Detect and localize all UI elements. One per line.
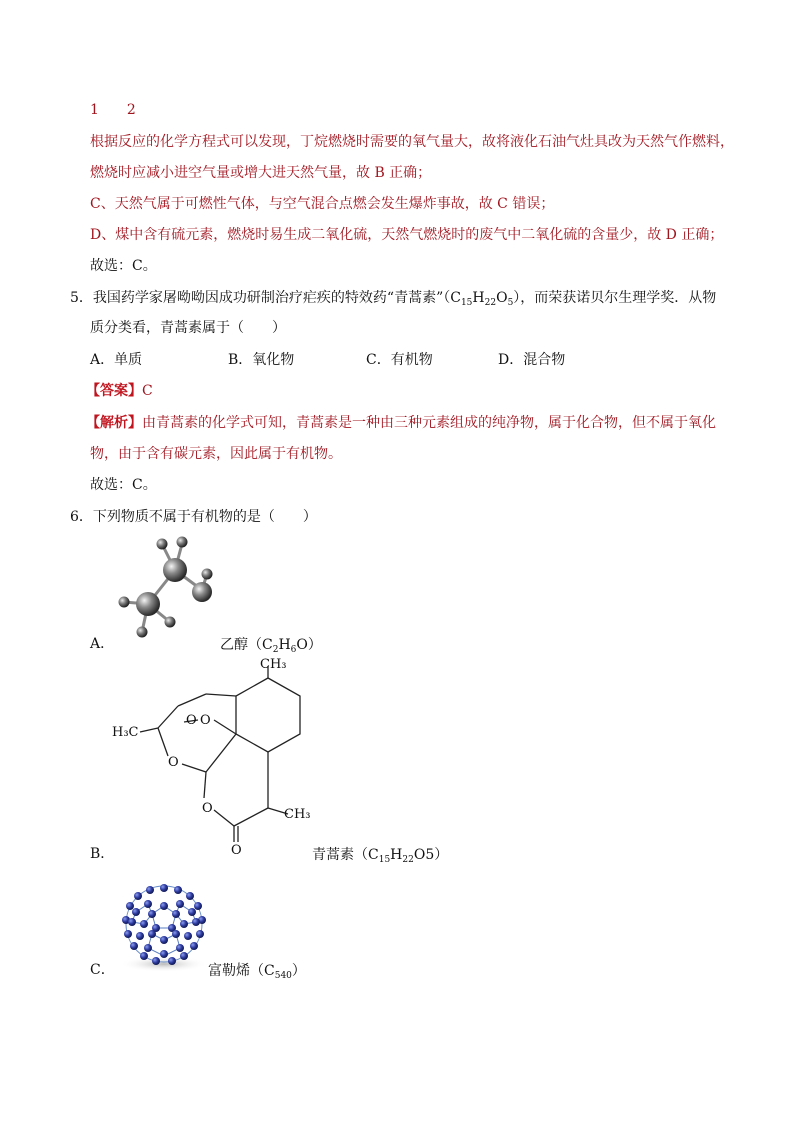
header-fragment: 1 2 — [90, 102, 136, 118]
explanation-line-2: 燃烧时应减小进空气量或增大进天然气量，故 B 正确； — [90, 165, 432, 181]
explanation-conclusion: 故选：C。 — [90, 258, 157, 274]
carbon-atom — [136, 592, 160, 616]
explanation-line-4: D、煤中含有硫元素，燃烧时易生成二氧化硫，天然气燃烧时的废气中二氧化硫的含量少，故 D 正确； — [90, 227, 724, 243]
peroxide-o-label: O — [200, 713, 211, 728]
q6-option-a-letter[interactable]: A． — [90, 636, 115, 652]
q5-analysis-line-1: 【解析】由青蒿素的化学式可知，青蒿素是一种由三种元素组成的纯净物，属于化合物，但不属于氧化 — [86, 415, 716, 431]
explanation-line-1: 根据反应的化学方程式可以发现，丁烷燃烧时需要的氧气量大，故将液化石油气灶具改为天然气作燃料， — [90, 134, 734, 150]
hydrogen-atom — [119, 597, 130, 608]
ethanol-model-image — [112, 532, 232, 642]
hydrogen-atom — [177, 537, 188, 548]
peroxide-o-label: O — [186, 713, 197, 728]
ether-o-label: O — [168, 755, 179, 770]
oxygen-atom — [192, 582, 212, 602]
carbonyl-o-label: O — [231, 843, 242, 856]
q6-option-a-label: 乙醇$(C_2H_6O)$ — [220, 637, 322, 655]
ch3-right-label: CH₃ — [284, 807, 311, 822]
analysis-tag: 【解析】 — [86, 415, 142, 431]
artemisinin-structure-image — [110, 656, 320, 856]
q5-number: 5． — [70, 290, 93, 306]
answer-tag: 【答案】 — [86, 383, 142, 399]
q5-conclusion: 故选：C。 — [90, 477, 157, 493]
hydrogen-atom — [137, 627, 148, 638]
q5-option-b[interactable]: B．氧化物 — [228, 352, 295, 368]
q5-option-d[interactable]: D．混合物 — [498, 352, 566, 368]
q6-option-b-label: 青蒿素$(C_{15}H_{22}O5)$ — [312, 847, 449, 865]
q5-stem-line-1: 5．我国药学家屠呦呦因成功研制治疗疟疾的特效药“青蒿素$”(C_{15}H_{22}O_5)$，而荣获诺贝尔生理学奖．从物 — [70, 290, 717, 308]
q5-answer: 【答案】C — [86, 383, 153, 399]
hydrogen-atom — [165, 617, 176, 628]
q6-option-c-letter[interactable]: C． — [90, 962, 115, 978]
fullerene-model-image — [114, 876, 214, 976]
ester-o-label: O — [202, 801, 213, 816]
h3c-label: H₃C — [112, 725, 139, 740]
hydrogen-atom — [157, 539, 168, 550]
q5-option-c[interactable]: C．有机物 — [366, 352, 433, 368]
q6-stem: 6．下列物质不属于有机物的是（ ） — [70, 509, 317, 525]
q5-analysis-line-2: 物，由于含有碳元素，因此属于有机物。 — [90, 446, 342, 462]
q5-option-a[interactable]: A．单质 — [90, 352, 143, 368]
hydrogen-atom — [202, 569, 213, 580]
q6-option-c-label: 富勒烯$(C_{540})$ — [208, 963, 306, 981]
ch3-top-label: CH₃ — [260, 657, 287, 672]
q5-stem-line-2: 质分类看，青蒿素属于（ ） — [90, 320, 286, 336]
explanation-line-3: C、天然气属于可燃性气体，与空气混合点燃会发生爆炸事故，故 C 错误； — [90, 196, 555, 212]
carbon-atom — [163, 558, 187, 582]
q6-option-b-letter[interactable]: B． — [90, 846, 115, 862]
q6-number: 6． — [70, 509, 93, 525]
